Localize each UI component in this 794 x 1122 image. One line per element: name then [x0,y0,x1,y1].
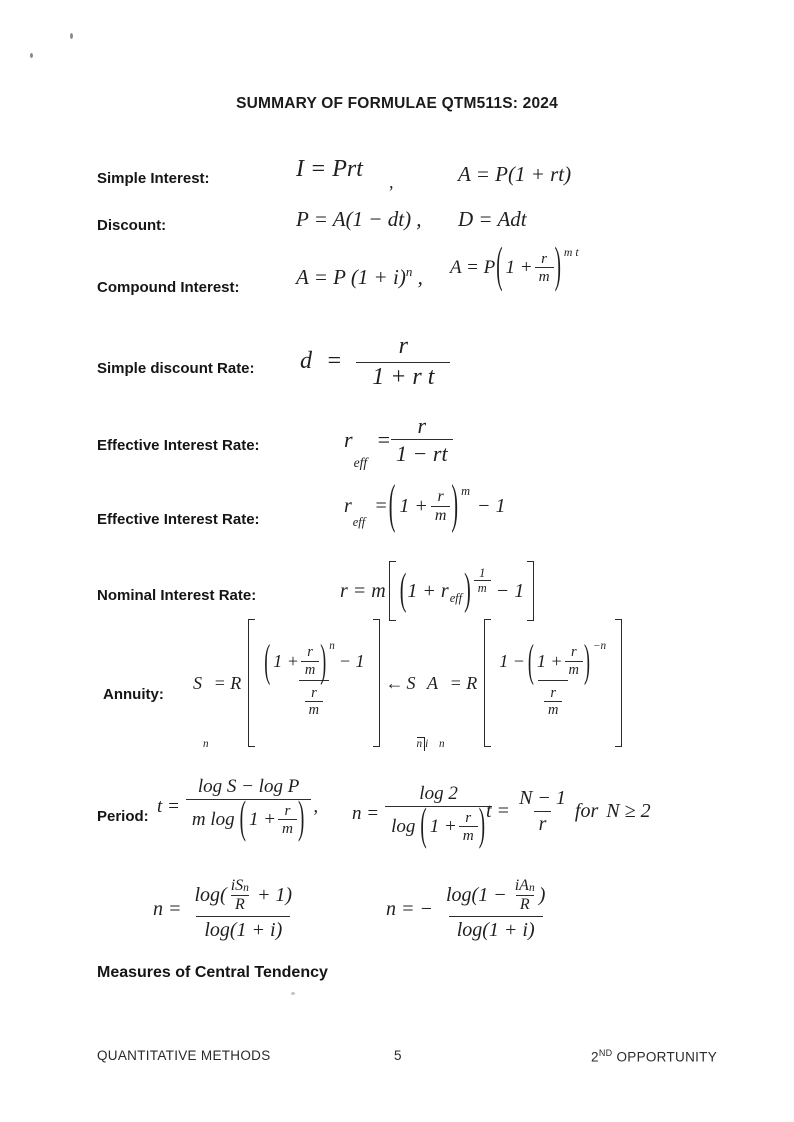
scan-speck [291,992,295,995]
left-paren: ( [496,239,503,295]
formula-period-t: t = log S − log P m log ( 1 + $\frac{r}{m}$ ) , [157,775,318,840]
comma: , [313,796,319,818]
right-paren: ) [583,635,590,686]
formula-compound-1: A = P $(1 + i)^n$ , [296,264,423,289]
label-compound-interest: Compound Interest: [97,279,240,296]
fraction: log( iS n R + 1) log(1 + i) [190,876,298,944]
fraction-r-over-m: r m [544,685,562,719]
left-paren: ( [399,565,407,615]
comma: , [389,172,394,192]
fraction-r-over-m: $\frac{r}{m}$ [301,644,319,678]
arrow-left: ← [385,672,404,693]
exponent-neg-n: −n [592,640,607,653]
subscript-n: n [243,882,249,895]
label-simple-discount-rate: Simple discount Rate: [97,360,255,377]
subscript-n: n [528,882,535,895]
footer-opportunity: 2ND OPPORTUNITY [591,1048,718,1065]
label-simple-interest: Simple Interest: [97,170,210,187]
subscript-n: n [439,738,445,751]
formula-discount-2: D = Adt [458,207,527,231]
subscript-eff: eff [352,514,366,529]
formula-effective-rate-1: r eff = $\frac{r}{1 - rt}$ [344,412,453,468]
formula-period-n: n = log 2 log ( 1 + $\frac{r}{m}$ ) [352,782,492,847]
big-fraction: 1 − ( 1 + $\frac{r}{m}$ ) −n r m [494,643,612,722]
page-title: SUMMARY OF FORMULAE QTM511S: 2024 [236,95,558,112]
left-bracket [484,619,491,747]
right-paren: ) [554,239,561,295]
label-period: Period: [97,808,149,825]
exponent-m: m [461,484,471,498]
fraction: log 2 log ( 1 + $\frac{r}{m}$ ) [385,782,492,847]
fraction: $\frac{N - 1}{r}$ [519,787,566,835]
subscript-eff: eff [353,454,368,470]
formula-annuity-Sn: S n = R ( 1 + $\frac{r}{m}$ ) n − 1 r m ← S n i [193,618,429,748]
formula-discount-1: P = A(1 − dt) , [296,207,422,231]
fraction-iAn-over-R: iA n R [514,877,535,914]
footer-course-name: QUANTITATIVE METHODS [97,1048,271,1063]
right-paren: ) [297,793,305,844]
exponent-mt: m t [563,246,579,259]
fraction-iSn-over-R: iS n R [230,877,249,914]
big-fraction: ( 1 + $\frac{r}{m}$ ) n − 1 r m [258,643,369,722]
left-bracket [248,619,255,747]
label-effective-rate-1: Effective Interest Rate: [97,437,260,454]
formula-effective-rate-2: r eff = ( 1 + $\frac{r}{m}$ ) m − 1 [344,488,506,526]
left-paren: ( [239,793,246,844]
fraction-r-over-m: $\frac{r}{m}$ [459,809,478,845]
left-paren: ( [388,475,396,536]
subscript-eff: eff [449,591,463,606]
exponent-n: n [405,264,413,279]
right-paren: ) [451,475,459,536]
fraction-r-over-m: $\frac{r}{m}$ [565,644,583,678]
subscript-n: n [203,738,209,751]
right-paren: ) [320,635,327,686]
fraction: log(1 − iA n R ) log(1 + i) [441,876,550,944]
left-paren: ( [420,800,427,851]
fraction-r-over-m: $\frac{r}{m}$ [431,488,451,526]
fraction: r 1 + r t [356,332,450,392]
label-discount: Discount: [97,217,167,234]
scan-speck [30,53,33,58]
subscript-angle-n-i: n i [416,738,429,751]
formula-nominal-rate: r = m ( 1 + r eff ) 1 m − 1 [340,560,537,622]
fraction-r-over-m: $\frac{r}{m}$ [278,802,297,838]
formula-n-Sn: n = log( iS n R + 1) log(1 + i) [153,876,297,944]
scan-speck [70,33,73,39]
right-paren: ) [478,800,486,851]
label-effective-rate-2: Effective Interest Rate: [97,511,260,528]
footer-page-number: 5 [394,1048,402,1063]
exponent-n: n [329,640,335,653]
formula-simple-discount-rate: d = r 1 + r t [300,332,450,392]
right-bracket [527,561,534,621]
right-bracket [373,619,380,747]
label-nominal-rate: Nominal Interest Rate: [97,587,257,604]
fraction-r-over-m: $\frac{r}{m}$ [535,250,554,286]
formula-compound-2: A = P ( 1 + $\frac{r}{m}$ ) m t [450,250,580,286]
left-paren: ( [264,635,271,686]
right-bracket [615,619,622,747]
section-heading-measures: Measures of Central Tendency [97,964,328,981]
exponent-one-over-m: 1 m [474,566,491,596]
fraction: log S − log P m log ( 1 + $\frac{r}{m}$ ) [186,775,311,840]
right-paren: ) [464,565,471,615]
left-bracket [389,561,396,621]
formula-simple-interest-2: A = P(1 + rt) [458,162,572,186]
formula-n-An: n = − log(1 − iA n R ) log(1 + i) [386,876,550,944]
fraction-r-over-m: r m [305,685,323,719]
formula-annuity-An: A n = R 1 − ( 1 + $\frac{r}{m}$ ) −n r m [427,618,625,748]
left-paren: ( [527,635,534,686]
fraction: $\frac{r}{1 - rt}$ [391,412,453,468]
formula-period-t2: t = $\frac{N - 1}{r}$ for N ≥ 2 [486,787,651,835]
formula-simple-interest-1: I = Prt [296,156,363,182]
label-annuity: Annuity: [103,686,164,703]
